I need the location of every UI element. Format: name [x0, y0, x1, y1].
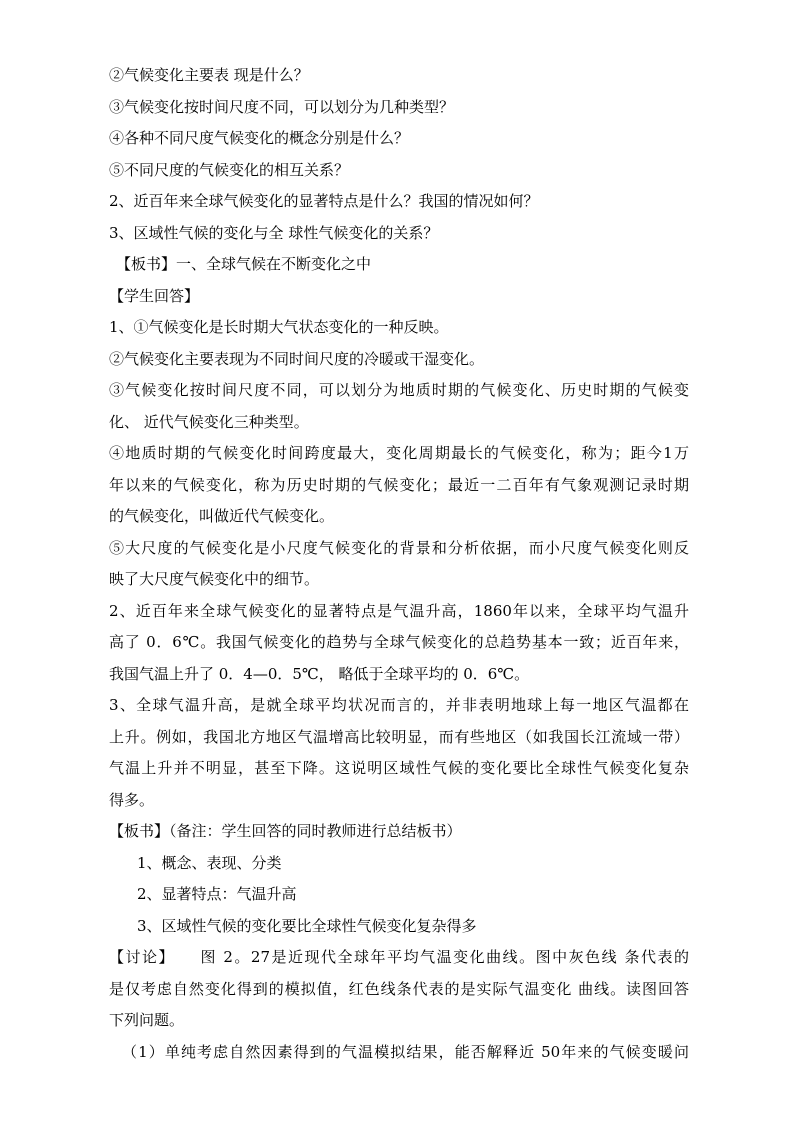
text-line: 2、近百年来全球气候变化的显著特点是气温升高，1860年以来，全球平均气温升: [109, 601, 689, 620]
text-line: ③气候变化按时间尺度不同，可以划分为地质时期的气候变化、历史时期的气候变: [109, 381, 689, 399]
text-line: 化、 近代气候变化三种类型。: [109, 412, 309, 431]
text-line: ⑤不同尺度的气候变化的相互关系？: [109, 160, 350, 179]
text-line: ②气候变化主要表 现是什么？: [109, 66, 309, 84]
text-line: 【板书】（备注：学生回答的同时教师进行总结板书）: [109, 822, 462, 840]
text-line: ③气候变化按时间尺度不同，可以划分为几种类型？: [109, 97, 455, 116]
text-line: 是仅考虑自然变化得到的模拟值，红色线条代表的是实际气温变化 曲线。读图回答: [109, 979, 689, 998]
text-line: （1）单纯考虑自然因素得到的气温模拟结果，能否解释近 50年来的气候变暖问: [122, 1042, 689, 1061]
text-line: ②气候变化主要表现为不同时间尺度的冷暖或干湿变化。: [109, 349, 485, 368]
text-line: 3、区域性气候的变化要比全球性气候变化复杂得多: [137, 916, 477, 935]
text-line: 气温上升并不明显，甚至下降。这说明区域性气候的变化要比全球性气候变化复杂: [109, 759, 689, 777]
text-line: 3、区域性气候的变化与全 球性气候变化的关系？: [109, 223, 439, 242]
text-line: 年以来的气候变化，称为历史时期的气候变化；最近一二百年有气象观测记录时期: [109, 475, 689, 494]
text-line: ⑤大尺度的气候变化是小尺度气候变化的背景和分析依据，而小尺度气候变化则反: [109, 538, 689, 557]
text-line: 1、概念、表现、分类: [137, 853, 282, 872]
text-line: 【讨论】 图 2。27是近现代全球年平均气温变化曲线。图中灰色线 条代表的: [109, 948, 689, 966]
text-line: 3、全球气温升高，是就全球平均状况而言的，并非表明地球上每一地区气温都在: [109, 696, 689, 714]
text-line: 得多。: [109, 790, 155, 809]
text-line: 2、显著特点：气温升高: [137, 885, 297, 903]
text-line: 1、①气候变化是长时期大气状态变化的一种反映。: [109, 318, 449, 336]
text-line: 2、近百年来全球气候变化的显著特点是什么？我国的情况如何？: [109, 192, 539, 210]
text-line: 上升。例如，我国北方地区气温增高比较明显，而有些地区（如我国长江流域一带）: [109, 727, 689, 746]
text-line: 【学生回答】: [109, 286, 200, 305]
text-line: 映了大尺度气候变化中的细节。: [109, 570, 320, 588]
document-body: [109, 60, 689, 1068]
text-line: 我国气温上升了 0．4—0．5℃， 略低于全球平均的 0．6℃。: [109, 664, 530, 683]
text-line: 下列问题。: [109, 1011, 185, 1029]
text-line: 【板书】一、全球气候在不断变化之中: [116, 255, 372, 273]
text-line: 高了 0．6℃。我国气候变化的趋势与全球气候变化的总趋势基本一致；近百年来，: [109, 633, 689, 651]
text-line: ④地质时期的气候变化时间跨度最大，变化周期最长的气候变化，称为；距今1万: [109, 444, 689, 462]
text-line: 的气候变化，叫做近代气候变化。: [109, 507, 335, 525]
text-line: ④各种不同尺度气候变化的概念分别是什么？: [109, 129, 410, 147]
